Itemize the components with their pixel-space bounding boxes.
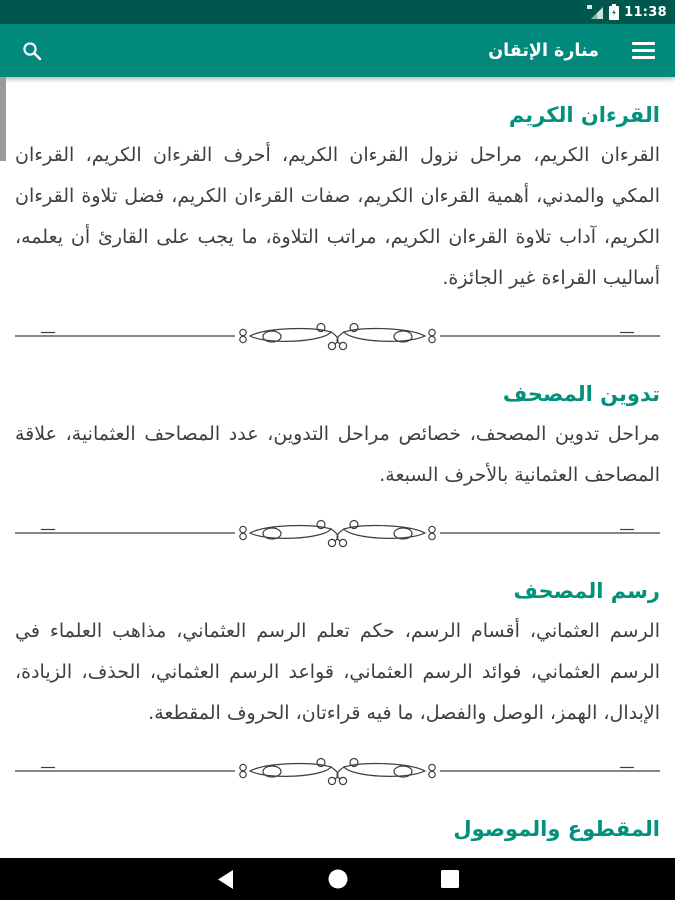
cellular-signal-icon [587, 5, 604, 20]
section-body: القرءان الكريم، مراحل نزول القرءان الكريم، أحرف القرءان الكريم، القرءان المكي والمدني، أهمية القرءان الكريم، صفات القرءان الكريم، فضل تلاوة القرءان الكريم، آداب تلاوة القرءان الكريم، مراتب التلاوة، ما يجب على القارئ أن يعلمه، أساليب القراءة غير الجائزة. [15, 144, 660, 289]
search-button[interactable] [15, 34, 49, 68]
section-quran-kareem[interactable] [15, 103, 660, 353]
hamburger-icon [632, 42, 655, 59]
app-title: منارة الإتقان [488, 40, 599, 61]
section-heading: تدوين المصحف [502, 382, 660, 406]
section-tadween-mushaf[interactable] [15, 382, 660, 550]
recents-icon [441, 870, 459, 888]
home-button[interactable] [314, 858, 362, 900]
back-icon [218, 870, 233, 889]
search-icon [21, 40, 43, 62]
status-bar [0, 0, 675, 24]
section-maqtu-mawsul[interactable] [15, 817, 660, 841]
section-body: مراحل تدوين المصحف، خصائص مراحل التدوين، عدد المصاحف العثمانية، علاقة المصاحف العثمانية بالأحرف السبعة. [15, 423, 660, 486]
section-heading: القرءان الكريم [508, 103, 660, 127]
home-icon [328, 869, 348, 889]
ornament-divider [15, 319, 660, 353]
back-button[interactable] [202, 858, 250, 900]
navigation-bar [0, 858, 675, 900]
scrollbar-thumb[interactable] [0, 77, 6, 161]
section-body: الرسم العثماني، أقسام الرسم، حكم تعلم الرسم العثماني، مذاهب العلماء في الرسم العثماني، فوائد الرسم العثماني، قواعد الرسم العثماني، الحذف، الزيادة، الإبدال، الهمز، الوصل والفصل، ما فيه قراءتان، الحروف المقطعة. [15, 620, 660, 724]
status-clock: 11:38 [624, 4, 667, 20]
section-heading: المقطوع والموصول [453, 817, 660, 841]
content-list [0, 77, 675, 858]
menu-button[interactable] [626, 34, 660, 68]
app-bar [0, 24, 675, 77]
battery-icon [609, 4, 619, 20]
ornament-divider [15, 754, 660, 788]
ornament-divider [15, 516, 660, 550]
section-heading: رسم المصحف [513, 579, 660, 603]
recents-button[interactable] [426, 858, 474, 900]
section-rasm-mushaf[interactable] [15, 579, 660, 788]
